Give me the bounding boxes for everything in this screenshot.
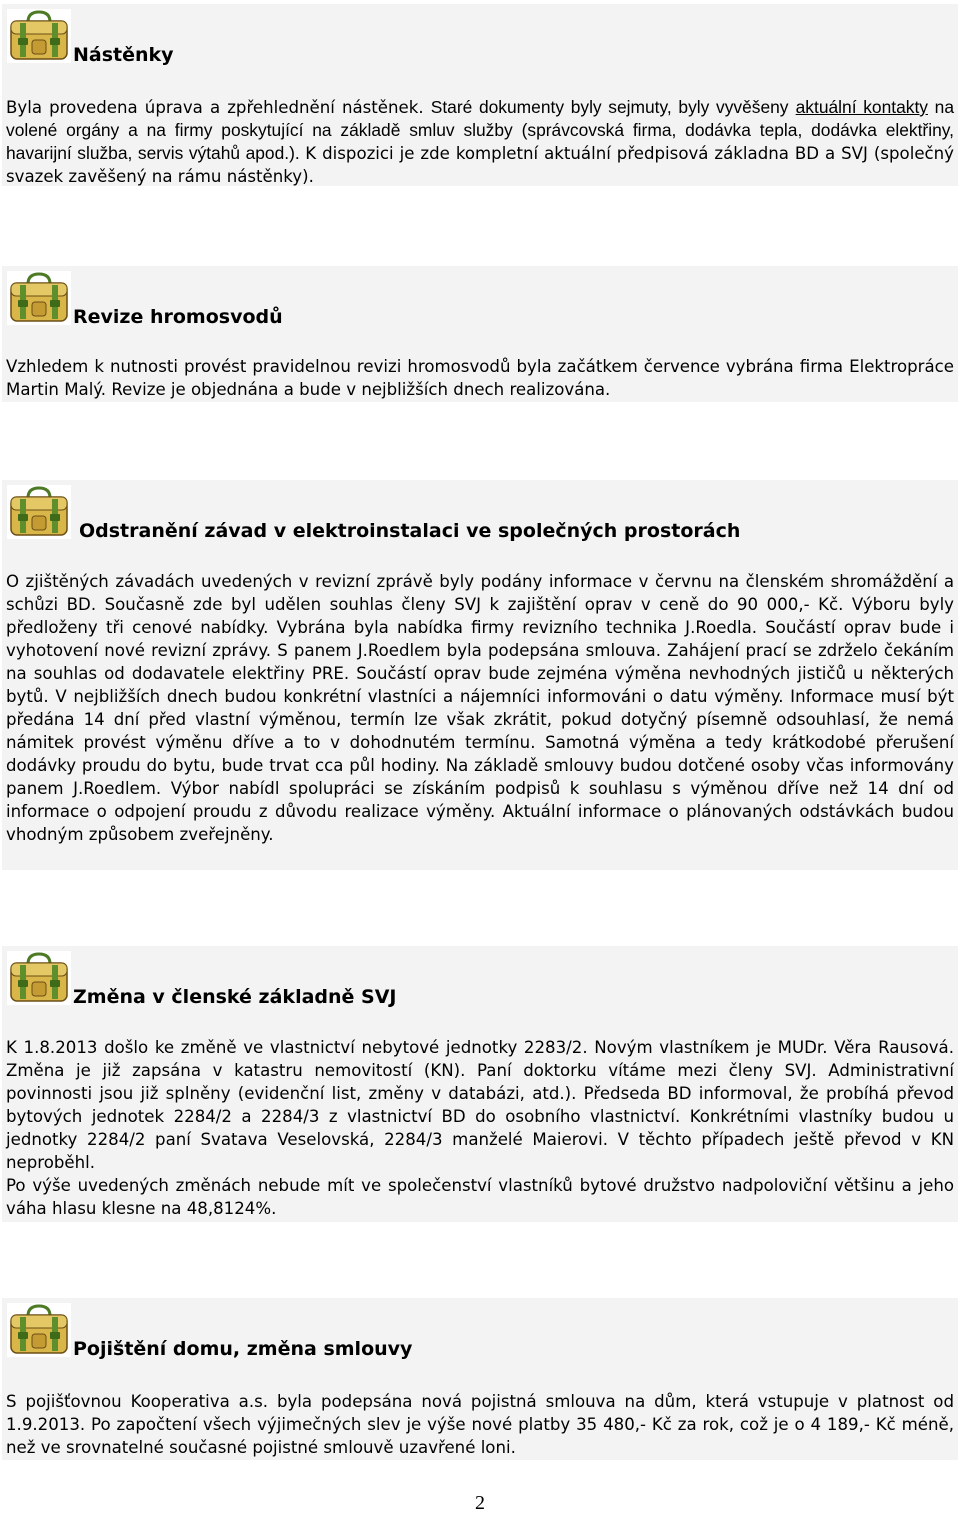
section-header — [2, 1298, 958, 1362]
page-number: 2 — [475, 1492, 485, 1514]
section-header — [2, 4, 958, 68]
text-part: na volené orgány a na firmy poskytující na základě smluv služby (správcovská firma, dodávka tepla, dodávka elektřiny, havarijní služba, servis výtahů apod.). — [6, 97, 954, 163]
section-nastenky — [2, 4, 958, 186]
section-title: Změna v členské základně SVJ — [73, 986, 397, 1008]
section-title: Pojištění domu, změna smlouvy — [73, 1338, 413, 1360]
text-part: K dispozici je zde kompletní aktuální předpisová základna BD a SVJ (společný svazek zavěšený na rámu nástěnky). — [6, 144, 954, 186]
text-part: K 1.8.2013 došlo ke změně ve vlastnictví nebytové jednotky 2283/2. Novým vlastníkem je MUDr. Věra Rausová. Změna je již zapsána v katastru nemovitostí (KN). Paní doktorku vítáme mezi členy SVJ. Administrativní povinnosti jsou již splněny (evidenční list, změny v databázi, atd.). Předseda BD informoval, že probíhá převod bytových jednotek 2284/2 a 2284/3 z vlastnictví BD do osobního vlastnictví. Konkrétními vlastníky budou u jednotky 2284/2 paní Svatava Veselovská, 2284/3 manželé Maierovi. V těchto případech ještě převod v KN neproběhl. — [6, 1038, 954, 1172]
school-bag-icon — [6, 484, 72, 540]
section-title: Nástěnky — [73, 44, 174, 66]
section-text: Vzhledem k nutnosti provést pravidelnou revizi hromosvodů byla začátkem července vybrána firma Elektropráce Martin Malý. Revize je objednána a bude v nejbližších dnech realizována. — [6, 357, 954, 399]
school-bag-icon — [6, 8, 72, 64]
section-text: O zjištěných závadách uvedených v revizní zprávě byly podány informace v červnu na členském shromáždění a schůzi BD. Současně zde byl udělen souhlas členy SVJ k zajištění oprav v ceně do 90 000,- Kč. Výboru byly předloženy tři cenové nabídky. Vybrána byla nabídka firmy revizního technika J.Roedla. Součástí oprav bude i vyhotovení nové revizní zprávy. S panem J.Roedlem byla podepsána smlouva. Zahájení prací se zdrželo čekáním na souhlas od dodavatele elektřiny PRE. Součástí oprav bude zejména výměna nevhodných jističů u některých bytů. V nejbližších dnech budou konkrétní vlastníci a nájemníci informováni o datu výměny. Informace musí být předána 14 dní před vlastní výměnou, termín lze však zkrátit, pokud dotyčný písemně odsouhlasí, že nemá námitek provést výměnu dříve a to v dohodnutém termínu. Samotná výměna a tedy krátkodobé přerušení dodávky proudu do bytu, bude trvat cca půl hodiny. Na základě smlouvy budou dotčené osoby včas informovány panem J.Roedlem. Výbor nabídl spolupráci se získáním podpisů k souhlasu s výměnou dříve než 14 dní od informace o odpojení proudu z důvodu realizace výměny. Aktuální informace o plánovaných odstávkách budou vhodným způsobem zveřejněny. — [6, 572, 954, 844]
section-header — [2, 480, 958, 544]
contacts-link[interactable]: aktuální kontakty — [795, 97, 928, 117]
text-part: Po výše uvedených změnách nebude mít ve společenství vlastníků bytové družstvo nadpoloviční většinu a jeho váha hlasu klesne na 48,8124%. — [6, 1176, 954, 1218]
text-part: Staré dokumenty byly sejmuty, byly vyvěšeny — [430, 97, 789, 117]
section-header — [2, 266, 958, 330]
section-text: S pojišťovnou Kooperativa a.s. byla podepsána nová pojistná smlouva na dům, která vstupuje v platnost od 1.9.2013. Po započtení všech výjimečných slev je výše nové platby 35 480,- Kč za rok, což je o 4 189,- Kč méně, než ve srovnatelné současné pojistné smlouvě uzavřené loni. — [6, 1392, 954, 1457]
section-pojisteni-domu — [2, 1298, 958, 1460]
school-bag-icon — [6, 950, 72, 1006]
section-header — [2, 946, 958, 1010]
school-bag-icon — [6, 1302, 72, 1358]
text-part: Byla provedena úprava a zpřehlednění nástěnek. — [6, 98, 431, 117]
section-text — [2, 68, 958, 188]
section-odstraneni-zavad — [2, 480, 958, 870]
section-zmena-clenske-zakladne — [2, 946, 958, 1222]
section-text — [2, 1010, 958, 1220]
school-bag-icon — [6, 270, 72, 326]
section-title: Revize hromosvodů — [73, 306, 283, 328]
section-revize-hromosvodu — [2, 266, 958, 402]
section-title: Odstranění závad v elektroinstalaci ve společných prostorách — [79, 520, 741, 542]
